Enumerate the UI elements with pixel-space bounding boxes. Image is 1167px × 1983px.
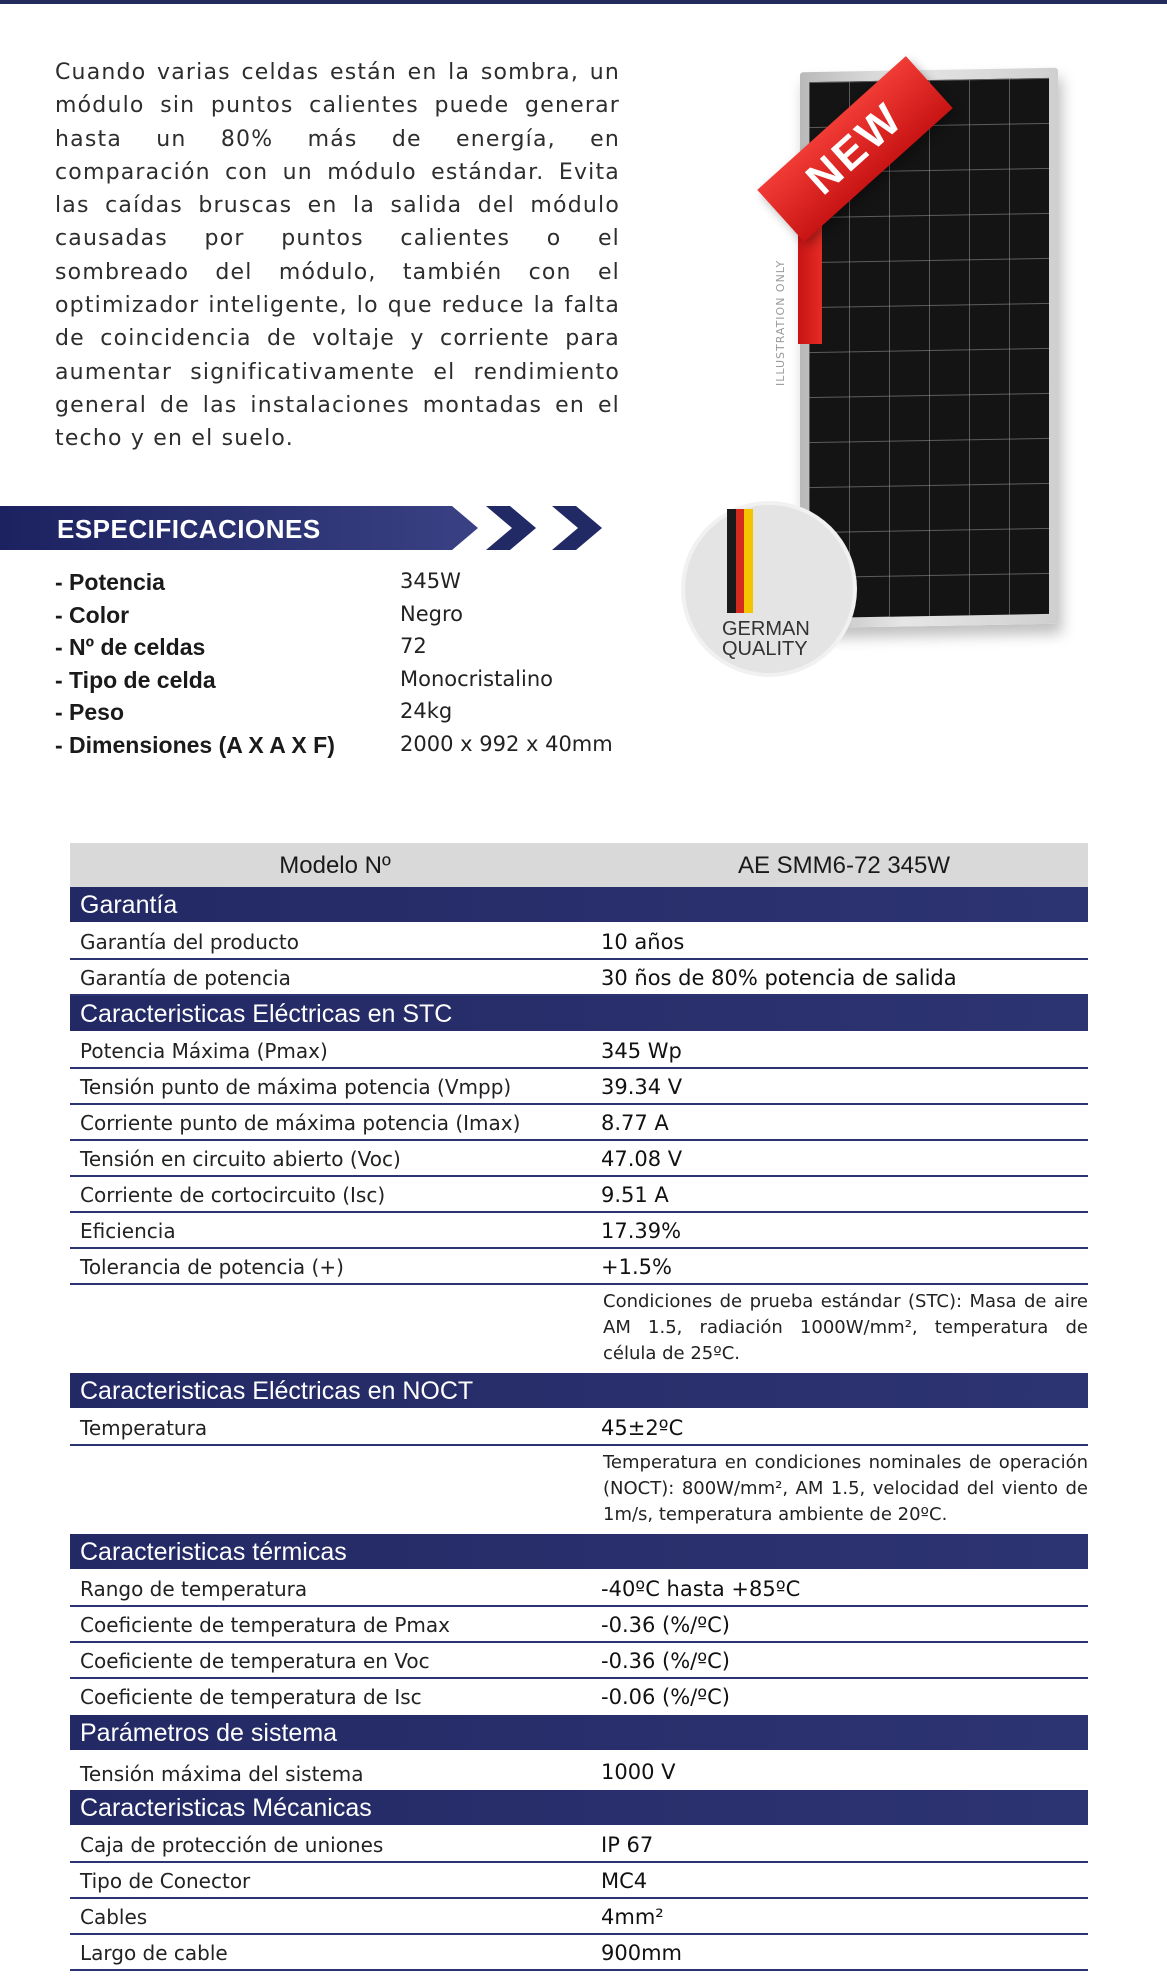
chevron-right-icon — [552, 506, 602, 550]
row-key: Garantía de potencia — [80, 966, 291, 990]
spec-label: - Dimensiones (A X A X F) — [55, 731, 335, 758]
row-value: 47.08 V — [601, 1147, 683, 1171]
row-key: Tipo de Conector — [80, 1869, 251, 1893]
row-key: Corriente de cortocircuito (Isc) — [80, 1183, 386, 1207]
row-value: +1.5% — [601, 1255, 672, 1279]
row-key: Coeficiente de temperatura de Isc — [80, 1685, 422, 1709]
intro-paragraph: Cuando varias celdas están en la sombra, un módulo sin puntos calientes puede generar hasta un 80% más de energía, en comparación con un módulo estándar. Evita las caídas bruscas en la salida del módulo causadas por puntos calientes o el sombreado del módulo, también con el optimizador inteligente, lo que reduce la falta de coincidencia de voltaje y corriente para aumentar significativamente el rendimiento general de las instalaciones montadas en el techo y en el suelo. — [55, 60, 620, 452]
row-value: -40ºC hasta +85ºC — [601, 1577, 801, 1601]
spec-value: 24kg — [400, 699, 453, 723]
spec-value: 72 — [400, 634, 427, 658]
table-row — [70, 1827, 1088, 1863]
model-label: Modelo Nº — [279, 852, 391, 879]
row-value: 1000 V — [601, 1760, 676, 1784]
specs-title: ESPECIFICACIONES — [57, 514, 321, 544]
table-row — [70, 1141, 1088, 1177]
row-value: -0.36 (%/ºC) — [601, 1649, 730, 1673]
row-value: 17.39% — [601, 1219, 682, 1243]
spec-row — [55, 732, 655, 765]
row-value: 10 años — [601, 930, 685, 954]
stc-note: Condiciones de prueba estándar (STC): Masa de aire AM 1.5, radiación 1000W/mm², temperatura de célula de 25ºC. — [603, 1291, 1088, 1364]
spec-label: - Color — [55, 601, 130, 628]
table-header — [70, 843, 1088, 887]
row-value: 4mm² — [601, 1905, 664, 1929]
badge-line-2: QUALITY — [722, 638, 808, 660]
section-termicas: Caracteristicas térmicas — [70, 1534, 1088, 1571]
section-mecanicas: Caracteristicas Mécanicas — [70, 1790, 1088, 1827]
row-key: Caja de protección de uniones — [80, 1833, 384, 1857]
chevron-right-icon — [486, 506, 536, 550]
table-row — [70, 1410, 1088, 1446]
table-row — [70, 1177, 1088, 1213]
row-value: 345 Wp — [601, 1039, 682, 1063]
row-key: Tensión en circuito abierto (Voc) — [80, 1147, 401, 1171]
row-key: Largo de cable — [80, 1941, 228, 1965]
section-stc: Caracteristicas Eléctricas en STC — [70, 996, 1088, 1033]
table-row — [70, 1643, 1088, 1679]
table-row — [70, 1752, 1088, 1790]
row-key: Tolerancia de potencia (+) — [80, 1255, 344, 1279]
flag-stripe-gold — [744, 509, 753, 613]
spec-label: - Tipo de celda — [55, 666, 216, 693]
german-quality-badge — [685, 505, 853, 673]
section-noct: Caracteristicas Eléctricas en NOCT — [70, 1373, 1088, 1410]
flag-stripe-black — [727, 509, 736, 613]
row-key: Coeficiente de temperatura en Voc — [80, 1649, 430, 1673]
row-key: Potencia Máxima (Pmax) — [80, 1039, 328, 1063]
spec-row — [55, 569, 655, 602]
table-row — [70, 1863, 1088, 1899]
row-value: IP 67 — [601, 1833, 654, 1857]
spec-value: Monocristalino — [400, 666, 554, 691]
datasheet-table — [70, 843, 1088, 1971]
spec-value: Negro — [400, 601, 463, 626]
spec-row — [55, 602, 655, 635]
row-value: MC4 — [601, 1869, 648, 1893]
row-value: 900mm — [601, 1941, 682, 1965]
german-flag-icon — [727, 509, 753, 613]
top-rule — [0, 0, 1167, 4]
model-value: AE SMM6-72 345W — [737, 852, 951, 879]
badge-line-1: GERMAN — [722, 618, 810, 640]
table-row — [70, 1899, 1088, 1935]
row-key: Tensión punto de máxima potencia (Vmpp) — [80, 1075, 512, 1099]
row-value: 9.51 A — [601, 1183, 669, 1207]
noct-note: Temperatura en condiciones nominales de operación (NOCT): 800W/mm², AM 1.5, velocidad del viento de 1m/s, temperatura ambiente de 20ºC. — [603, 1452, 1088, 1525]
table-row — [70, 1213, 1088, 1249]
row-key: Eficiencia — [80, 1219, 176, 1243]
section-sistema: Parámetros de sistema — [70, 1715, 1088, 1752]
table-row — [70, 1679, 1088, 1715]
row-key: Cables — [80, 1905, 148, 1929]
spec-row — [55, 667, 655, 700]
row-key: Garantía del producto — [80, 930, 299, 954]
section-garantia: Garantía — [70, 887, 1088, 924]
spec-label: - Potencia — [55, 569, 165, 595]
table-row — [70, 1033, 1088, 1069]
table-row — [70, 1105, 1088, 1141]
row-value: -0.36 (%/ºC) — [601, 1613, 730, 1637]
flag-stripe-red — [736, 509, 745, 613]
row-key: Coeficiente de temperatura de Pmax — [80, 1613, 450, 1637]
new-ribbon-label: NEW — [796, 93, 913, 205]
illustration-note: ILLUSTRATION ONLY — [774, 259, 787, 386]
table-row — [70, 1571, 1088, 1607]
specs-list — [55, 569, 655, 764]
row-key: Corriente punto de máxima potencia (Imax) — [80, 1111, 521, 1135]
table-row — [70, 1935, 1088, 1971]
row-value: 8.77 A — [601, 1111, 669, 1135]
row-value: 30 ños de 80% potencia de salida — [601, 966, 957, 990]
row-value: 39.34 V — [601, 1075, 683, 1099]
table-row — [70, 1069, 1088, 1105]
table-row — [70, 1249, 1088, 1285]
row-value: 45±2ºC — [601, 1416, 684, 1440]
spec-value: 345W — [400, 569, 461, 593]
table-row — [70, 960, 1088, 996]
table-row — [70, 1607, 1088, 1643]
spec-label: - Peso — [55, 699, 125, 725]
spec-value: 2000 x 992 x 40mm — [400, 731, 613, 756]
spec-row — [55, 699, 655, 732]
spec-label: - Nº de celdas — [55, 634, 206, 660]
row-key: Temperatura — [80, 1416, 208, 1440]
row-key: Rango de temperatura — [80, 1577, 308, 1601]
table-row — [70, 924, 1088, 960]
row-value: -0.06 (%/ºC) — [601, 1685, 730, 1709]
row-key: Tensión máxima del sistema — [80, 1762, 364, 1786]
badge-text — [722, 619, 832, 659]
spec-row — [55, 634, 655, 667]
